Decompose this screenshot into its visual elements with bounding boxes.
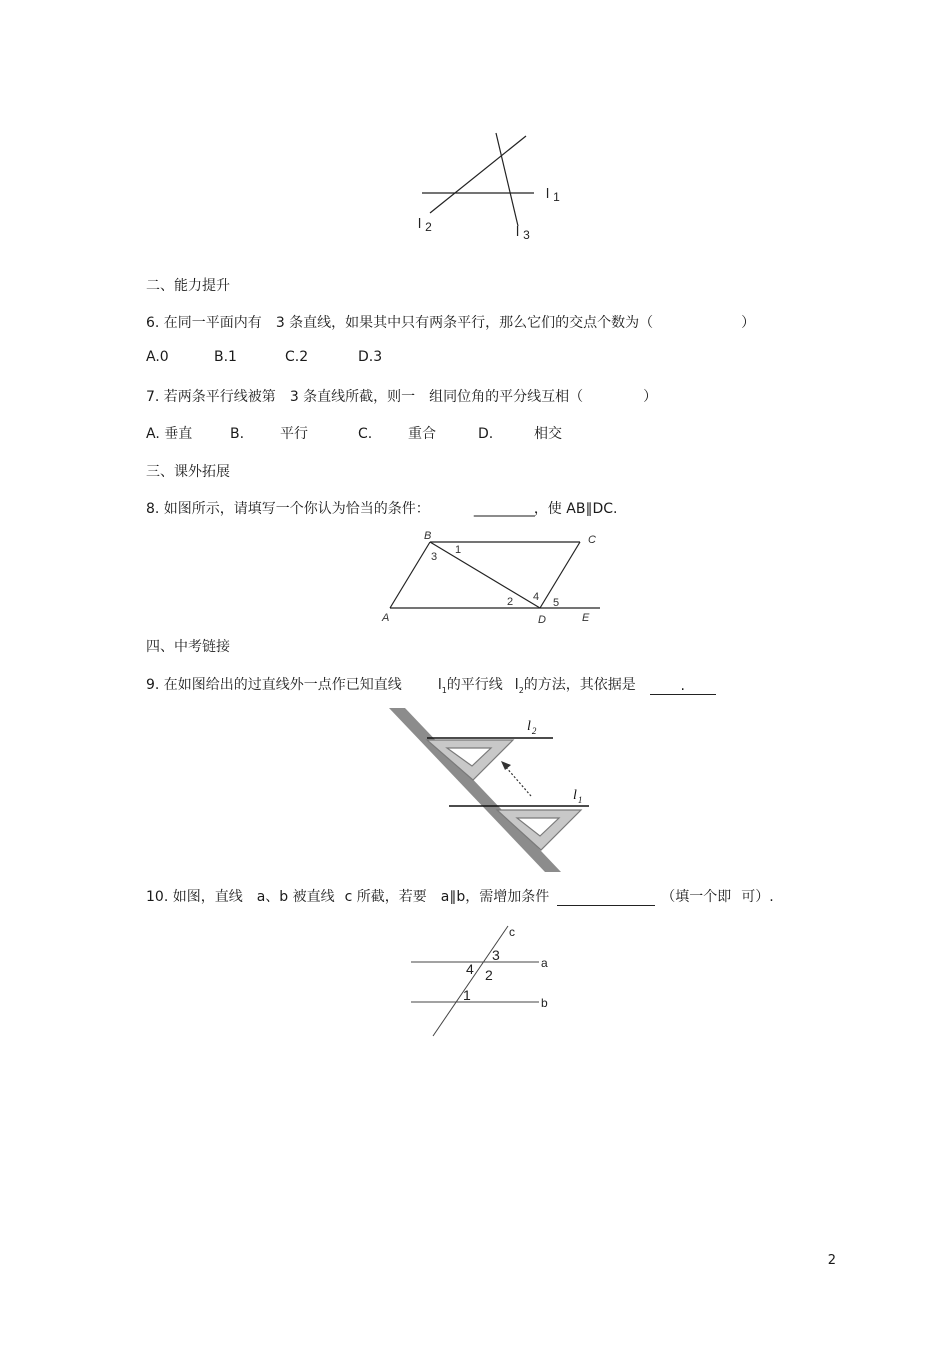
q6-stem-a: 6. 在同一平面内有 [146,315,262,331]
q7-option-d-letter: D. [478,426,494,442]
label-angle-1: 1 [463,987,471,1003]
q6-option-c: C.2 [285,349,309,365]
q9-answer-blank[interactable]: . [650,678,716,695]
q10-stem-e: （填一个即 [661,889,732,905]
q9-l2: l [514,677,519,693]
q9-stem-a: 9. 在如图给出的过直线外一点作已知直线 [146,677,402,693]
label-line-c: c [509,925,515,939]
figure-quadrilateral [378,528,610,628]
q7-option-c-text: 重合 [408,426,436,442]
q9-stem-b: 的平行线 [446,677,503,693]
q6-stem-b: 3 条直线，如果其中只有两条平行，那么它们的交点个数为（ [275,315,654,331]
segment-bd [430,542,540,608]
q7-stem-d: ） [643,389,658,405]
q8-answer-blank[interactable]: __________ [473,501,534,517]
q7-option-c-letter: C. [358,426,373,442]
page-number: 2 [827,1253,836,1268]
label-point-d: D [538,614,546,626]
label-l1: $l_1$ [573,788,583,805]
question-6-options [146,349,382,365]
label-angle-2: 2 [485,967,493,983]
figure-three-lines [410,130,580,248]
label-l2: l 2 [418,215,432,234]
slide-arrow [505,766,531,796]
slide-arrowhead [501,761,511,770]
q7-stem-c: 组同位角的平分线互相（ [429,389,584,405]
label-l3: l 3 [516,223,530,242]
q8-stem: 8. 如图所示，请填写一个你认为恰当的条件： [146,501,430,517]
label-point-e: E [582,612,590,624]
label-angle-3: 3 [492,947,500,963]
section-heading-4: 四、中考链接 [146,639,230,655]
question-6-stem [146,312,755,332]
q9-stem-c: 的方法，其依据是 [523,677,636,693]
label-point-a: A [382,612,390,624]
label-point-c: C [588,534,596,546]
label-angle-4: 4 [466,961,474,977]
label-line-b: b [541,996,548,1010]
label-angle-4: 4 [533,591,540,603]
q8-tail: ，使 AB∥DC. [533,501,618,517]
label-angle-3: 3 [431,551,438,563]
label-point-b: B [424,530,432,542]
q10-stem-c: c 所截，若要 [344,889,427,905]
section-heading-3: 三、课外拓展 [146,464,230,480]
label-angle-1: 1 [455,544,462,556]
q7-option-d-text: 相交 [534,426,562,442]
q7-stem-b: 3 条直线所截，则一 [289,389,416,405]
question-7-options [146,423,562,443]
figure-ruler-set-square [385,704,595,874]
q10-stem-f: 可）. [741,889,774,905]
q10-stem-a: 10. 如图，直线 [146,889,243,905]
figure-transversal [405,922,565,1042]
label-l1: l 1 [546,185,560,204]
segment-cd [540,542,580,608]
q7-stem-a: 7. 若两条平行线被第 [146,389,276,405]
q6-stem-c: ） [741,315,756,331]
q10-stem-d: a∥b，需增加条件 [440,889,550,905]
segment-ab [390,542,430,608]
q10-stem-b: a、b 被直线 [256,889,335,905]
q6-option-d: D.3 [358,349,383,365]
label-line-a: a [541,956,548,970]
q10-answer-blank[interactable] [557,889,655,906]
section-heading-2: 二、能力提升 [146,278,230,294]
q6-option-a: A.0 [146,349,169,365]
question-8-stem [146,498,617,518]
q7-option-b-text: 平行 [280,426,308,442]
label-angle-5: 5 [553,597,560,609]
line-c [433,926,508,1036]
question-10-stem [146,886,774,906]
question-9-stem [146,674,716,695]
q7-option-b-letter: B. [230,426,245,442]
label-angle-2: 2 [507,596,514,608]
line-l3 [496,133,518,226]
question-7-stem [146,386,657,406]
q7-option-a: A. 垂直 [146,426,193,442]
q9-l1-sub: 1 [441,685,447,695]
label-l2: $l_2$ [527,719,537,736]
q9-l2-sub: 2 [518,685,524,695]
q9-l1: l [437,677,442,693]
q6-option-b: B.1 [214,349,237,365]
